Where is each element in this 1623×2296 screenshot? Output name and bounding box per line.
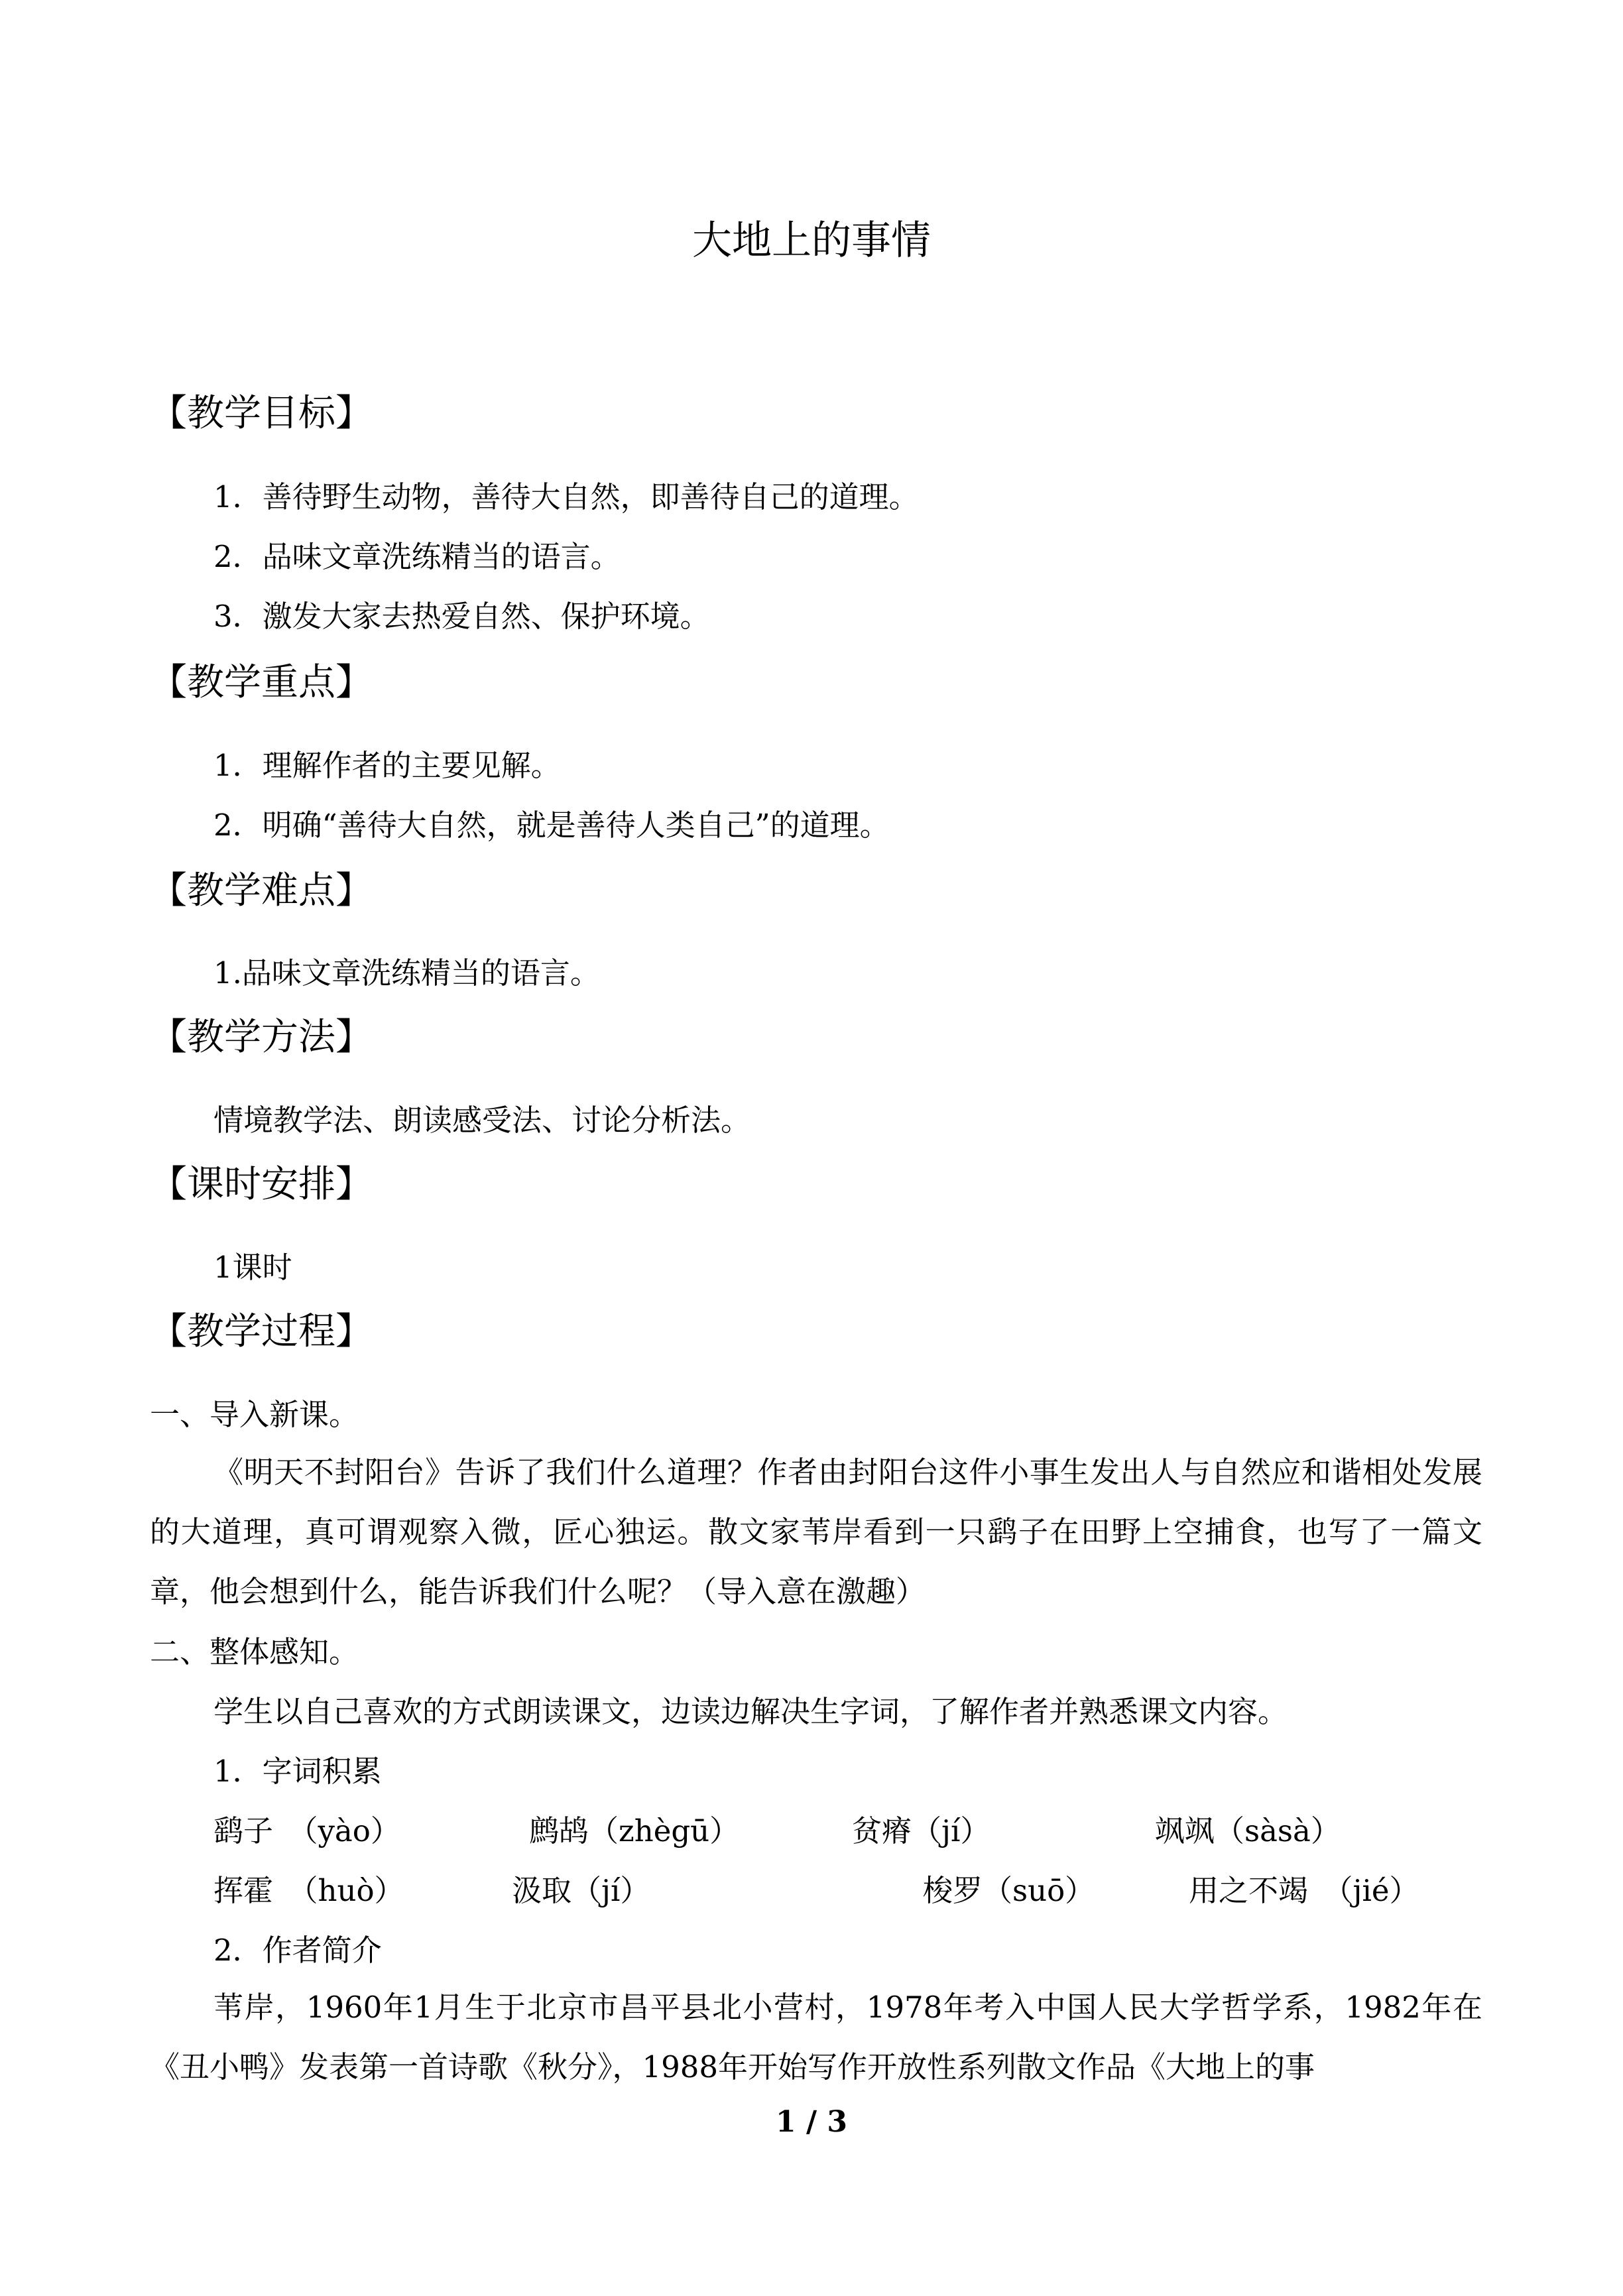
key-point-1: 1．理解作者的主要见解。 <box>213 748 561 783</box>
vocab-item: 用之不竭 （jié） <box>1189 1873 1419 1908</box>
vocab-item: 鹧鸪（zhègū） <box>529 1813 740 1848</box>
difficulty-1: 1.品味文章洗练精当的语言。 <box>213 955 600 991</box>
goal-item-1: 1．善待野生动物，善待大自然，即善待自己的道理。 <box>213 479 919 514</box>
vocab-item: 贫瘠（jí） <box>852 1813 991 1848</box>
step1-heading: 一、导入新课。 <box>150 1397 359 1432</box>
author-paragraph: 苇岸，1960年1月生于北京市昌平县北小营村，1978年考入中国人民大学哲学系，1982年在《丑小鸭》发表第一首诗歌《秋分》，1988年开始写作开放性系列散文作品《大地上的事 <box>150 1990 1482 2085</box>
vocab-item: 飒飒（sàsà） <box>1155 1813 1341 1848</box>
goal-item-2: 2．品味文章洗练精当的语言。 <box>213 539 621 574</box>
vocab-item: 挥霍 （huò） <box>213 1873 404 1908</box>
vocab-item: 鹞子 （yào） <box>213 1813 400 1848</box>
step2-heading: 二、整体感知。 <box>150 1634 359 1669</box>
vocab-heading: 1．字词积累 <box>213 1754 382 1789</box>
section-heading-schedule: 【课时安排】 <box>150 1163 373 1206</box>
section-heading-key-points: 【教学重点】 <box>150 661 373 704</box>
step2-paragraph: 学生以自己喜欢的方式朗读课文，边读边解决生字词，了解作者并熟悉课文内容。 <box>213 1694 1288 1729</box>
section-heading-difficulties: 【教学难点】 <box>150 869 373 912</box>
author-heading: 2．作者简介 <box>213 1933 382 1968</box>
schedule-text: 1课时 <box>213 1250 292 1285</box>
goal-item-3: 3．激发大家去热爱自然、保护环境。 <box>213 599 710 634</box>
vocab-item: 汲取（jí） <box>512 1873 650 1908</box>
section-heading-process: 【教学过程】 <box>150 1310 373 1353</box>
vocab-item: 梭罗（suō） <box>923 1873 1095 1908</box>
section-heading-methods: 【教学方法】 <box>150 1016 373 1059</box>
page-indicator: 1 / 3 <box>776 2105 847 2139</box>
section-heading-goals: 【教学目标】 <box>150 392 373 435</box>
methods-text: 情境教学法、朗读感受法、讨论分析法。 <box>213 1103 751 1138</box>
key-point-2: 2．明确“善待大自然，就是善待人类自己”的道理。 <box>213 808 890 843</box>
document-title: 大地上的事情 <box>692 217 931 264</box>
step1-paragraph: 《明天不封阳台》告诉了我们什么道理？作者由封阳台这件小事生发出人与自然应和谐相处发展的大道理，真可谓观察入微，匠心独运。散文家苇岸看到一只鹞子在田野上空捕食，也写了一篇文章，他会想到什么，能告诉我们什么呢？（导入意在激趣） <box>150 1455 1482 1609</box>
